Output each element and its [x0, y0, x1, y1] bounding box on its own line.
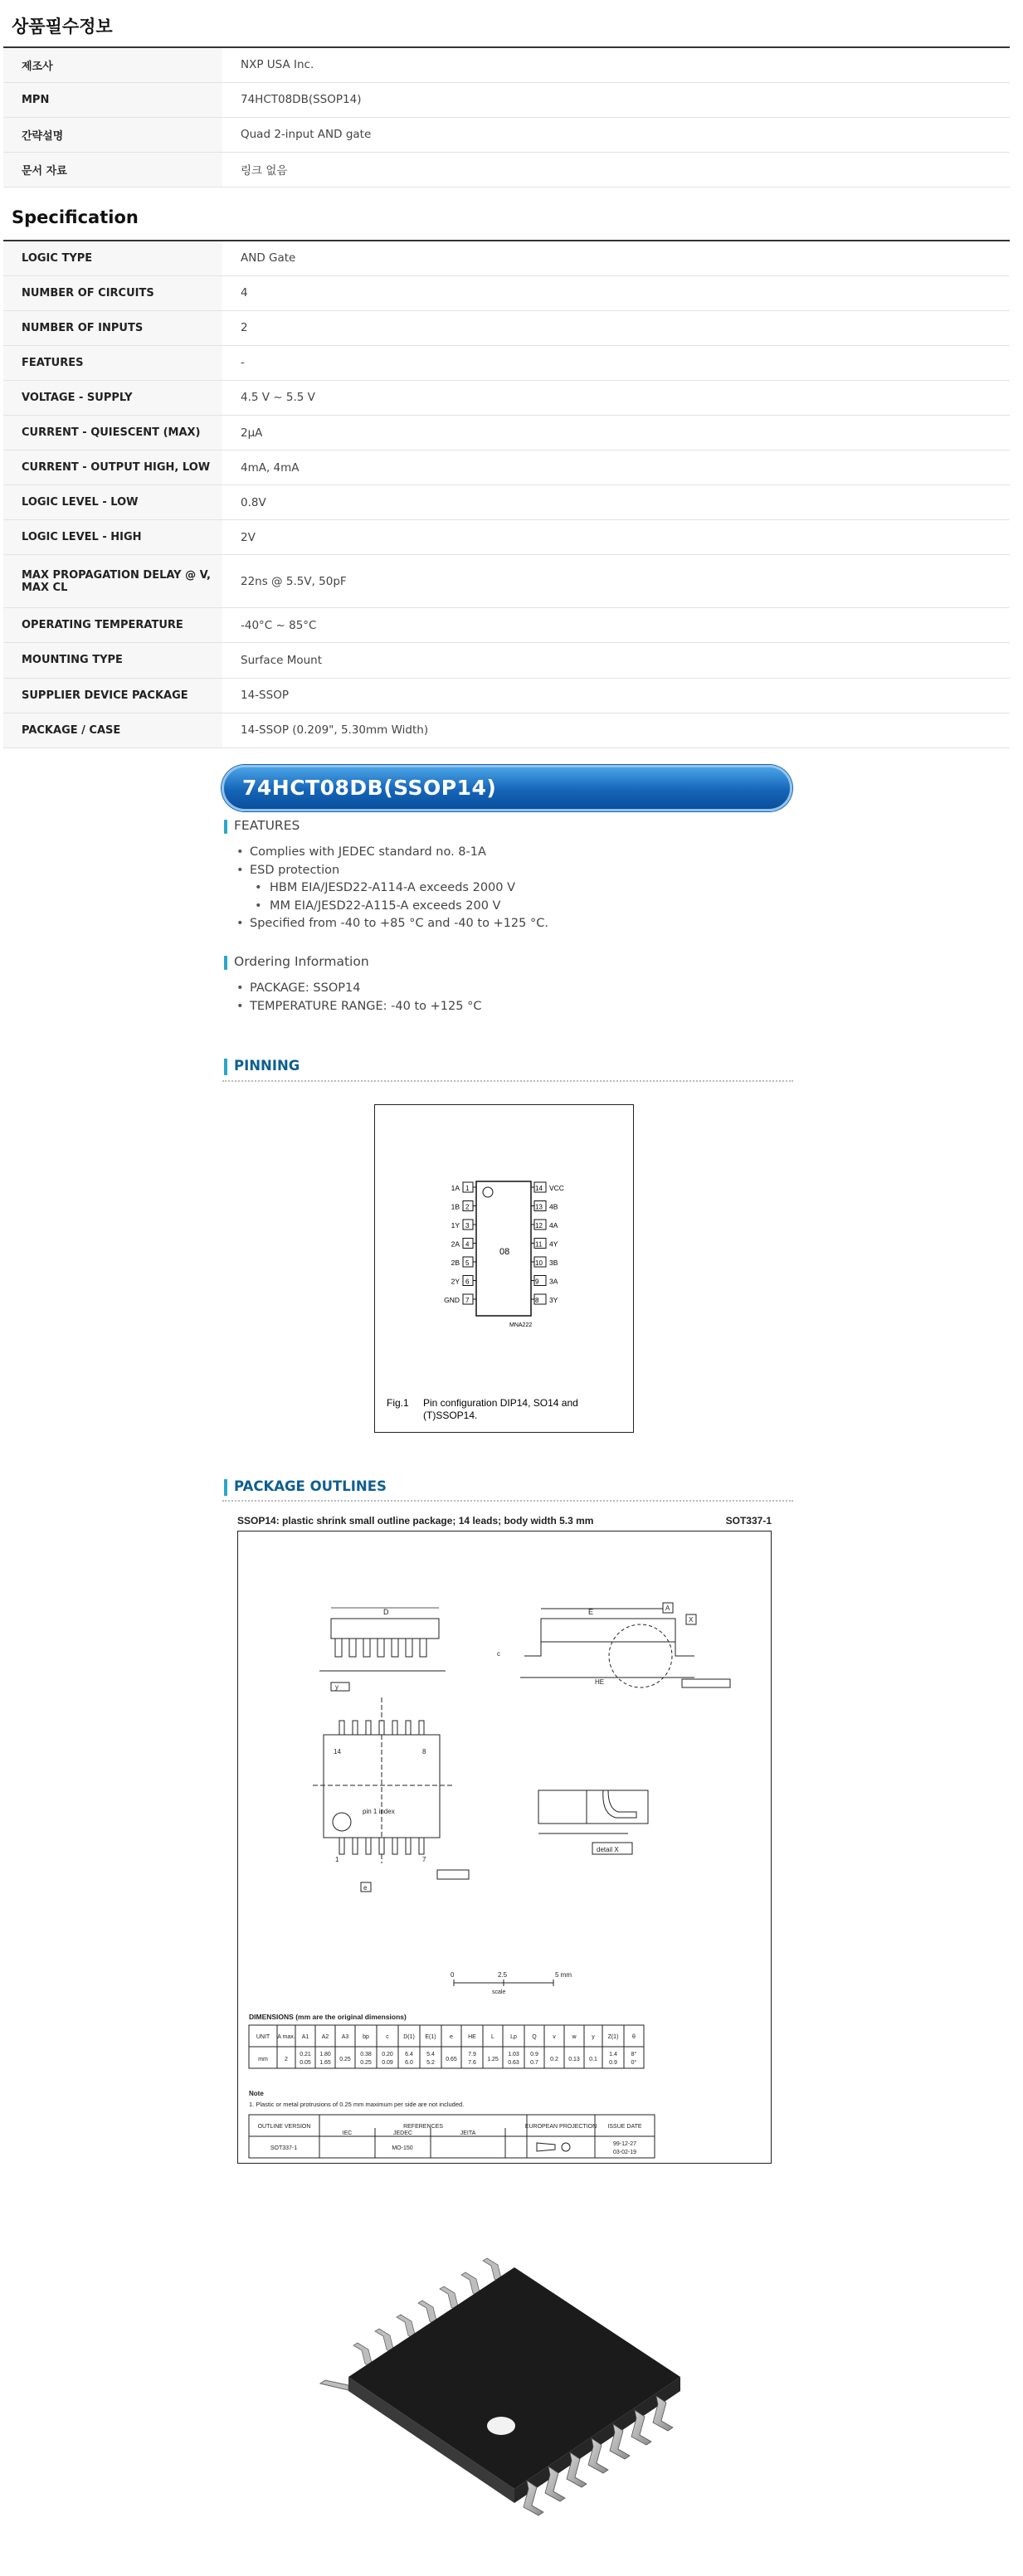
svg-text:Note: Note	[249, 2090, 264, 2097]
ref-header: REFERENCES	[403, 2124, 443, 2130]
dim-value: 0.65	[446, 2057, 457, 2062]
dim-value: 0.9	[609, 2060, 617, 2066]
package-outline-drawing	[237, 1531, 772, 2164]
dim-value: 0.25	[339, 2057, 351, 2062]
table-row	[3, 117, 1010, 152]
row-value: AND Gate	[222, 241, 1010, 275]
list-item: • TEMPERATURE RANGE: -40 to +125 °C	[236, 998, 481, 1016]
row-value: -40°C ~ 85°C	[222, 608, 1010, 643]
lead	[420, 1639, 426, 1657]
row-value: 2	[222, 310, 1010, 345]
row-label: 문서 자료	[3, 152, 222, 187]
table-row	[3, 713, 1010, 747]
svg-text:0: 0	[451, 1971, 455, 1979]
lead	[335, 1639, 342, 1657]
lead	[379, 1838, 384, 1854]
row-label: CURRENT - OUTPUT HIGH, LOW	[3, 450, 222, 485]
table-row	[3, 152, 1010, 187]
row-label: MOUNTING TYPE	[3, 643, 222, 678]
ref-subheader: IEC	[342, 2130, 353, 2136]
row-label: VOLTAGE - SUPPLY	[3, 380, 222, 415]
lead	[392, 1639, 398, 1657]
row-label: FEATURES	[3, 345, 222, 380]
dim-value: 0.13	[568, 2057, 580, 2062]
table-row	[3, 47, 1010, 82]
ref-value: MO-150	[392, 2145, 413, 2151]
pin-label: VCC	[549, 1184, 564, 1192]
dim-value: mm	[258, 2057, 268, 2062]
dim-value: 0.38	[360, 2052, 372, 2057]
ref-header: ISSUE DATE	[607, 2124, 642, 2130]
pin-label: 2Y	[451, 1277, 460, 1286]
dim-note: 1. Plastic or metal protrusions of 0.25 mm maximum per side are not included.	[249, 2101, 465, 2108]
ref-header: EUROPEAN PROJECTION	[524, 2124, 597, 2130]
list-item: • ESD protection	[236, 862, 548, 880]
dim-header: A2	[321, 2034, 329, 2040]
row-label: OPERATING TEMPERATURE	[3, 608, 222, 643]
dim-value: 5.4	[426, 2052, 435, 2057]
list-item: • HBM EIA/JESD22-A114-A exceeds 2000 V	[236, 879, 548, 898]
table-row	[3, 678, 1010, 713]
dim-value: 1.65	[319, 2060, 331, 2066]
row-label: LOGIC LEVEL - LOW	[3, 485, 222, 520]
svg-text:14: 14	[334, 1748, 341, 1755]
lead	[366, 1838, 371, 1854]
issue-date: 99-12-27	[612, 2141, 637, 2147]
table-row	[3, 608, 1010, 643]
pin-number: 2	[465, 1203, 470, 1211]
lead	[353, 1721, 358, 1735]
pin-number: 1	[465, 1185, 470, 1192]
row-value: Quad 2-input AND gate	[222, 117, 1010, 152]
list-item: • Complies with JEDEC standard no. 8-1A	[236, 844, 548, 862]
pin-number: 7	[465, 1297, 470, 1304]
row-value: 링크 없음	[222, 152, 1010, 187]
dim-header: Z(1)	[607, 2034, 619, 2040]
outline-title: SSOP14: plastic shrink small outline package; 14 leads; body width 5.3 mm	[237, 1515, 594, 1527]
specification-table	[3, 240, 1010, 748]
row-label: CURRENT - QUIESCENT (MAX)	[3, 415, 222, 450]
dim-value: 7.9	[468, 2052, 476, 2057]
dim-header: Q	[532, 2034, 537, 2040]
ref-value: SOT337-1	[270, 2145, 298, 2151]
lead	[339, 1721, 344, 1735]
dim-header: A3	[341, 2034, 349, 2040]
table-row	[3, 415, 1010, 450]
row-label: LOGIC TYPE	[3, 241, 222, 275]
dim-value: 0°	[631, 2060, 637, 2066]
dim-value: 0.05	[300, 2060, 311, 2066]
row-label: MPN	[3, 82, 222, 117]
svg-text:y: y	[335, 1683, 339, 1691]
lead	[379, 1721, 384, 1735]
divider	[222, 1080, 793, 1082]
figure-code: MNA222	[509, 1322, 533, 1328]
features-heading: FEATURES	[224, 818, 300, 833]
row-value: NXP USA Inc.	[222, 47, 1010, 82]
dim-value: 1.03	[508, 2052, 519, 2057]
dim-value: 8°	[631, 2052, 637, 2057]
lead	[392, 1838, 397, 1854]
table-row	[3, 310, 1010, 345]
pin-number: 9	[535, 1278, 539, 1286]
row-label: LOGIC LEVEL - HIGH	[3, 520, 222, 555]
outline-svg	[238, 1531, 770, 2162]
lead	[339, 1838, 344, 1854]
product-banner	[222, 765, 792, 811]
pinning-heading: PINNING	[224, 1058, 300, 1074]
row-value: 4	[222, 275, 1010, 310]
detail-x	[538, 1790, 648, 1854]
dim-value: 0.2	[550, 2057, 558, 2062]
pin-label: 3B	[549, 1259, 558, 1267]
pin-number: 13	[535, 1203, 543, 1211]
dim-header: Lp	[510, 2034, 517, 2040]
detail-label: detail X	[597, 1846, 619, 1853]
outline-code: SOT337-1	[725, 1515, 772, 1527]
pin-number: 10	[535, 1259, 543, 1267]
lead	[406, 1639, 412, 1657]
package-outlines-heading: PACKAGE OUTLINES	[224, 1478, 387, 1494]
svg-text:8: 8	[422, 1748, 426, 1755]
svg-text:e: e	[363, 1884, 368, 1892]
dim-header: bp	[363, 2034, 369, 2040]
scale-bar	[451, 1971, 572, 1995]
projection-symbol	[562, 2143, 570, 2151]
pin-label: 3A	[549, 1277, 558, 1286]
lead	[419, 1838, 424, 1854]
caption-line: Pin configuration DIP14, SO14 and	[423, 1397, 578, 1409]
row-value: 74HCT08DB(SSOP14)	[222, 82, 1010, 117]
dim-value: 2	[285, 2057, 288, 2062]
pin-number: 12	[535, 1222, 543, 1230]
table-row	[3, 82, 1010, 117]
list-item: • MM EIA/JESD22-A115-A exceeds 200 V	[236, 898, 548, 916]
row-label: SUPPLIER DEVICE PACKAGE	[3, 678, 222, 713]
lead	[349, 1639, 356, 1657]
pin-number: 11	[535, 1240, 543, 1249]
pin-number: 8	[535, 1297, 539, 1304]
ref-subheader: JEITA	[460, 2130, 476, 2136]
dim-value: 0.1	[589, 2057, 597, 2062]
row-value: 4.5 V ~ 5.5 V	[222, 380, 1010, 415]
pin-label: 4B	[549, 1202, 558, 1211]
dim-header: E(1)	[425, 2034, 436, 2040]
row-value: -	[222, 345, 1010, 380]
table-row	[3, 555, 1010, 608]
dim-header: A1	[301, 2034, 309, 2040]
row-value: 2μA	[222, 415, 1010, 450]
dim-value: 0.09	[382, 2060, 393, 2066]
lead	[366, 1721, 371, 1735]
dim-value: 6.0	[405, 2060, 413, 2066]
dim-header: HE	[468, 2034, 476, 2040]
product-banner-title: 74HCT08DB(SSOP14)	[242, 776, 497, 800]
table-row	[3, 520, 1010, 555]
row-label: PACKAGE / CASE	[3, 713, 222, 747]
package-3d-image	[299, 2252, 730, 2568]
lead	[392, 1721, 397, 1735]
ordering-list	[236, 980, 481, 1015]
row-value: 22ns @ 5.5V, 50pF	[222, 555, 1010, 608]
lead	[406, 1838, 411, 1854]
side-view	[319, 1608, 446, 1691]
table-row	[3, 275, 1010, 310]
table-row	[3, 241, 1010, 275]
caption-number: Fig.1	[387, 1397, 409, 1409]
issue-date: 03-02-19	[612, 2150, 637, 2155]
svg-text:1: 1	[335, 1856, 339, 1863]
caption-line: (T)SSOP14.	[423, 1410, 478, 1421]
dim-header: θ	[632, 2034, 636, 2040]
outline-heading-row	[237, 1515, 772, 1527]
dim-title: DIMENSIONS (mm are the original dimensions)	[249, 2013, 407, 2021]
pinning-figure	[374, 1104, 634, 1433]
row-value: 0.8V	[222, 485, 1010, 520]
section-title-required-info: 상품필수정보	[12, 17, 113, 37]
pin1-index-label: pin 1 index	[363, 1808, 395, 1815]
pin-label: GND	[444, 1296, 460, 1304]
dim-header: UNIT	[256, 2034, 270, 2040]
dim-header: e	[450, 2034, 453, 2040]
svg-text:A: A	[665, 1605, 670, 1612]
row-value: 14-SSOP (0.209", 5.30mm Width)	[222, 713, 1010, 747]
dim-header: L	[491, 2034, 494, 2040]
svg-text:D: D	[383, 1608, 389, 1616]
svg-text:c: c	[497, 1650, 500, 1658]
required-info-table	[3, 46, 1010, 187]
lead	[378, 1639, 384, 1657]
lead	[363, 1639, 370, 1657]
dim-header: A max.	[277, 2034, 295, 2040]
pin-label: 2A	[451, 1239, 460, 1249]
dim-value: 0.63	[508, 2060, 519, 2066]
svg-text:HE: HE	[595, 1678, 605, 1686]
pin-number: 6	[465, 1278, 470, 1286]
ref-subheader: JEDEC	[393, 2130, 412, 2136]
dim-value: 1.80	[319, 2052, 331, 2057]
row-label: NUMBER OF CIRCUITS	[3, 275, 222, 310]
table-row	[3, 643, 1010, 678]
row-label: 제조사	[3, 47, 222, 82]
dim-value: 5.2	[426, 2060, 435, 2066]
pin-label: 3Y	[549, 1296, 558, 1304]
row-label: 간략설명	[3, 117, 222, 152]
svg-text:7: 7	[422, 1856, 426, 1863]
lead	[353, 1838, 358, 1854]
features-list	[236, 844, 548, 933]
divider	[222, 1500, 793, 1502]
dim-header: w	[572, 2034, 577, 2040]
dim-header: y	[592, 2034, 595, 2040]
pin-number: 5	[465, 1259, 470, 1267]
dim-value: 0.9	[530, 2052, 538, 2057]
dim-value: 1.4	[609, 2052, 617, 2057]
row-value: 2V	[222, 520, 1010, 555]
dim-value: 6.4	[405, 2052, 413, 2057]
list-item: • Specified from -40 to +85 °C and -40 to +125 °C.	[236, 915, 548, 933]
dim-value: 0.7	[530, 2060, 538, 2066]
svg-text:5 mm: 5 mm	[555, 1971, 572, 1979]
pin-label: 4Y	[549, 1239, 558, 1249]
pin-number: 14	[535, 1185, 543, 1192]
row-label: NUMBER OF INPUTS	[3, 310, 222, 345]
pin-label: 1B	[451, 1202, 460, 1211]
pin-label: 2B	[451, 1259, 460, 1267]
lead	[419, 1721, 424, 1735]
pin-label: 1Y	[451, 1221, 460, 1230]
table-row	[3, 380, 1010, 415]
table-row	[3, 345, 1010, 380]
row-label: MAX PROPAGATION DELAY @ V, MAX CL	[3, 555, 222, 608]
svg-text:E: E	[588, 1608, 594, 1616]
chip-label: 08	[499, 1247, 510, 1257]
dim-value: 0.21	[300, 2052, 311, 2057]
table-row	[3, 485, 1010, 520]
section-title-specification: Specification	[12, 207, 139, 227]
dim-value: 1.25	[487, 2057, 499, 2062]
svg-text:scale: scale	[492, 1989, 506, 1995]
svg-text:2.5: 2.5	[498, 1971, 508, 1979]
ref-header: OUTLINE VERSION	[257, 2124, 311, 2130]
svg-text:X: X	[689, 1616, 694, 1624]
ordering-heading: Ordering Information	[224, 954, 369, 969]
end-view	[497, 1603, 730, 1687]
top-view	[313, 1697, 469, 1892]
dim-header: D(1)	[403, 2034, 415, 2040]
pin-label: 1A	[451, 1184, 460, 1192]
lead	[406, 1721, 411, 1735]
pin-number: 4	[465, 1240, 470, 1249]
pin-diagram	[375, 1105, 632, 1431]
list-item: • PACKAGE: SSOP14	[236, 980, 481, 998]
pin-number: 3	[465, 1222, 470, 1230]
dim-value: 7.6	[468, 2060, 476, 2066]
pin-label: 4A	[549, 1221, 558, 1230]
table-row	[3, 450, 1010, 485]
dim-header: v	[553, 2034, 556, 2040]
row-value: 14-SSOP	[222, 678, 1010, 713]
dim-header: c	[386, 2034, 389, 2040]
dim-value: 0.20	[382, 2052, 393, 2057]
dim-value: 0.25	[360, 2060, 372, 2066]
row-value: 4mA, 4mA	[222, 450, 1010, 485]
row-value: Surface Mount	[222, 643, 1010, 678]
